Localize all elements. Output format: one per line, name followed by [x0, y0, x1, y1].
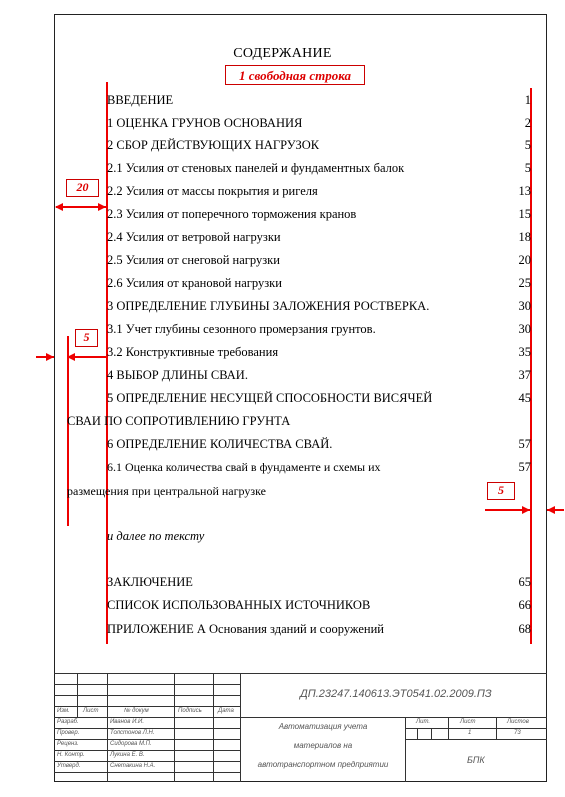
indent-annotation: 5: [75, 329, 98, 347]
toc-page: 35: [518, 345, 531, 359]
arrow-right-icon: [522, 506, 530, 514]
person-name: Сидорова М.П.: [110, 741, 152, 747]
toc-entry: 6.1 Оценка количества свай в фундаменте и схемы их: [107, 460, 381, 474]
column-label: Лист: [83, 708, 99, 714]
arrow-left-icon: [55, 203, 63, 211]
toc-entry: ЗАКЛЮЧЕНИЕ: [107, 575, 193, 589]
person-name: Иванов И.И.: [110, 719, 144, 725]
document-code: ДП.23247.140613.ЭТ0541.02.2009.ПЗ: [300, 688, 492, 700]
role-label: Утверд.: [57, 763, 81, 769]
toc-page: 30: [518, 322, 531, 336]
toc-page: 57: [518, 437, 531, 451]
sheets-label: Листов: [507, 719, 529, 725]
continuation-note: и далее по тексту: [107, 529, 205, 543]
toc-entry: 1 ОЦЕНКА ГРУНОВ ОСНОВАНИЯ: [107, 116, 303, 130]
toc-page: 15: [518, 207, 531, 221]
role-label: Н. Контр.: [57, 752, 85, 758]
toc-entry: 2.5 Усилия от снеговой нагрузки: [107, 253, 280, 267]
toc-page: 57: [518, 460, 531, 474]
margin-right-annotation: 5: [487, 482, 515, 500]
person-name: Снетакина Н.А.: [110, 763, 156, 769]
toc-page: 5: [524, 161, 531, 175]
toc-entry: 3.2 Конструктивные требования: [107, 345, 279, 359]
page-title: СОДЕРЖАНИЕ: [233, 46, 332, 61]
document-title-line: автотранспортном предприятии: [257, 760, 389, 769]
sheet-number: 1: [468, 730, 472, 736]
toc-entry: 2.4 Усилия от ветровой нагрузки: [107, 230, 281, 244]
toc-page: 25: [518, 276, 531, 290]
sheets-total: 73: [514, 730, 521, 736]
person-name: Лукина Е. В.: [110, 752, 145, 758]
toc-entry: 6 ОПРЕДЕЛЕНИЕ КОЛИЧЕСТВА СВАЙ.: [107, 437, 333, 451]
free-line-annotation: 1 свободная строка: [225, 65, 365, 85]
toc-entry: 2.2 Усилия от массы покрытия и ригеля: [107, 184, 318, 198]
column-label: Дата: [218, 708, 234, 714]
sheet-label: Лист: [460, 719, 476, 725]
arrow-left-icon: [67, 353, 75, 361]
toc-page: 65: [518, 575, 531, 589]
toc-entry: 3 ОПРЕДЕЛЕНИЕ ГЛУБИНЫ ЗАЛОЖЕНИЯ РОСТВЕРКА.: [107, 299, 430, 313]
toc-page: 66: [518, 598, 531, 612]
column-label: Изм.: [57, 708, 70, 714]
toc-entry: ВВЕДЕНИЕ: [107, 93, 174, 107]
toc-page: 5: [524, 138, 531, 152]
toc-page: 20: [518, 253, 531, 267]
toc-entry: ПРИЛОЖЕНИЕ А Основания зданий и сооружений: [107, 622, 384, 636]
toc-entry: 2 СБОР ДЕЙСТВУЮЩИХ НАГРУЗОК: [107, 138, 320, 152]
toc-page: 37: [518, 368, 531, 382]
toc-entry: 3.1 Учет глубины сезонного промерзания грунтов.: [107, 322, 376, 336]
document-title-line: материалов на: [293, 741, 353, 750]
margin-left-annotation: 20: [66, 179, 99, 197]
person-name: Толстонов Л.Н.: [110, 730, 155, 736]
toc-page: 68: [518, 622, 531, 636]
role-label: Реценз.: [57, 741, 79, 747]
toc-entry: 4 ВЫБОР ДЛИНЫ СВАИ.: [107, 368, 248, 382]
toc-entry-continued: СВАИ ПО СОПРОТИВЛЕНИЮ ГРУНТА: [67, 414, 291, 428]
arrow-right-icon: [46, 353, 54, 361]
column-label: № докум: [124, 708, 149, 714]
toc-entry: СПИСОК ИСПОЛЬЗОВАННЫХ ИСТОЧНИКОВ: [107, 598, 371, 612]
toc-page: 45: [518, 391, 531, 405]
arrow-right-icon: [98, 203, 106, 211]
toc-entry-continued: размещения при центральной нагрузке: [67, 484, 266, 498]
toc-page: 30: [518, 299, 531, 313]
toc-entry: 2.6 Усилия от крановой нагрузки: [107, 276, 282, 290]
toc-entry: 5 ОПРЕДЕЛЕНИЕ НЕСУЩЕЙ СПОСОБНОСТИ ВИСЯЧЕЙ: [107, 391, 433, 405]
arrow-left-icon: [547, 506, 555, 514]
document-title-line: Автоматизация учета: [278, 722, 368, 731]
toc-entry: 2.1 Усилия от стеновых панелей и фундаментных балок: [107, 161, 405, 175]
toc-entry: 2.3 Усилия от поперечного торможения кранов: [107, 207, 357, 221]
column-label: Подпись: [178, 708, 202, 714]
toc-page: 13: [518, 184, 531, 198]
lit-label: Лит.: [416, 719, 431, 725]
role-label: Разраб.: [57, 719, 79, 725]
role-label: Провер.: [57, 730, 80, 736]
organization: БПК: [467, 755, 485, 765]
toc-page: 2: [524, 116, 531, 130]
toc-page: 1: [524, 93, 531, 107]
toc-page: 18: [518, 230, 531, 244]
